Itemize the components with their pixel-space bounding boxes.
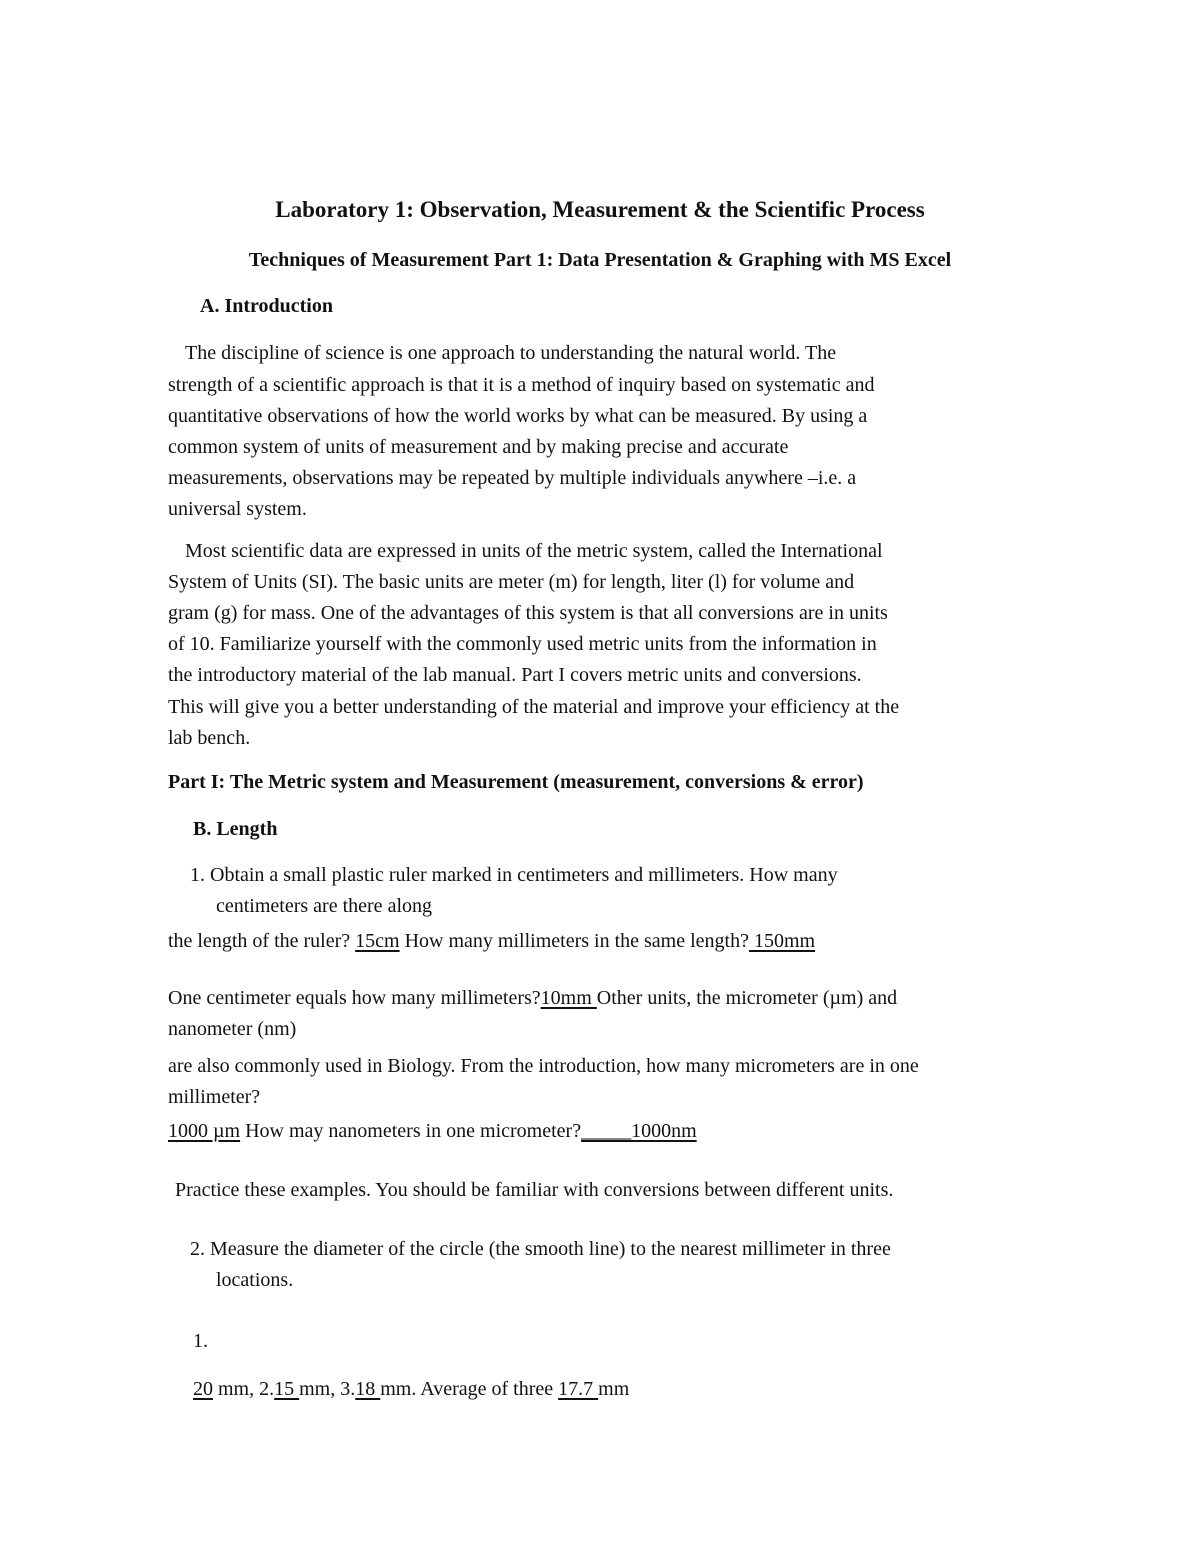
- measurement-2: 15: [274, 1378, 300, 1400]
- answer-nm: _____1000nm: [581, 1120, 697, 1142]
- text-line: 2. Measure the diameter of the circle (the smooth line) to the nearest millimeter in three: [190, 1238, 891, 1260]
- page-title: Laboratory 1: Observation, Measurement & the Scientific Process: [275, 197, 925, 222]
- text-line: gram (g) for mass. One of the advantages of this system is that all conversions are in units: [168, 602, 888, 624]
- text-line: quantitative observations of how the world works by what can be measured. By using a: [168, 405, 868, 427]
- text: mm, 2.: [213, 1378, 275, 1400]
- text: mm. Average of three: [380, 1378, 559, 1400]
- list-number: 1.: [193, 1330, 208, 1352]
- answer-um: 1000 µm: [168, 1120, 241, 1142]
- section-heading-introduction: A. Introduction: [200, 295, 333, 317]
- text-line: [168, 1119, 697, 1143]
- part1-heading: Part I: The Metric system and Measurement (measurement, conversions & error): [168, 771, 864, 793]
- text-line: centimeters are there along: [216, 895, 432, 917]
- section-heading-length: B. Length: [193, 818, 278, 840]
- text-line: locations.: [216, 1269, 294, 1291]
- text-line: the introductory material of the lab manual. Part I covers metric units and conversions.: [168, 664, 862, 686]
- practice-instruction: Practice these examples. You should be familiar with conversions between different units.: [175, 1179, 894, 1201]
- average-measurement: 17.7: [558, 1378, 599, 1400]
- text-line: [168, 986, 897, 1010]
- text-line: lab bench.: [168, 727, 251, 749]
- measurements-line: [193, 1377, 629, 1401]
- text-line: strength of a scientific approach is that it is a method of inquiry based on systematic and: [168, 374, 875, 396]
- text-line: This will give you a better understanding of the material and improve your efficiency at the: [168, 696, 900, 718]
- text-line: are also commonly used in Biology. From the introduction, how many micrometers are in one: [168, 1055, 919, 1077]
- text: Other units, the micrometer (µm) and: [596, 987, 898, 1009]
- answer-cm: 15cm: [355, 930, 400, 952]
- text: the length of the ruler?: [168, 930, 356, 952]
- text-line: System of Units (SI). The basic units are meter (m) for length, liter (l) for volume and: [168, 571, 855, 593]
- text-line: universal system.: [168, 498, 307, 520]
- text: How many millimeters in the same length?: [399, 930, 749, 952]
- text-line: nanometer (nm): [168, 1018, 297, 1040]
- text: How may nanometers in one micrometer?: [240, 1120, 582, 1142]
- text: mm: [598, 1378, 630, 1400]
- text-line: The discipline of science is one approach to understanding the natural world. The: [185, 342, 837, 364]
- text-line: Most scientific data are expressed in units of the metric system, called the International: [185, 540, 883, 562]
- text-line: millimeter?: [168, 1086, 261, 1108]
- text: mm, 3.: [299, 1378, 356, 1400]
- answer-mm: 150mm: [748, 930, 816, 952]
- page-subtitle: Techniques of Measurement Part 1: Data Presentation & Graphing with MS Excel: [248, 249, 952, 271]
- measurement-1: 20: [193, 1378, 213, 1400]
- text-line: [168, 929, 815, 953]
- measurement-3: 18: [355, 1378, 381, 1400]
- text-line: common system of units of measurement and by making precise and accurate: [168, 436, 789, 458]
- text-line: measurements, observations may be repeated by multiple individuals anywhere –i.e. a: [168, 467, 857, 489]
- text-line: 1. Obtain a small plastic ruler marked in centimeters and millimeters. How many: [190, 864, 838, 886]
- text-line: of 10. Familiarize yourself with the commonly used metric units from the information in: [168, 633, 877, 655]
- text: One centimeter equals how many millimeters?: [168, 987, 541, 1009]
- answer-cm-to-mm: 10mm: [540, 987, 597, 1009]
